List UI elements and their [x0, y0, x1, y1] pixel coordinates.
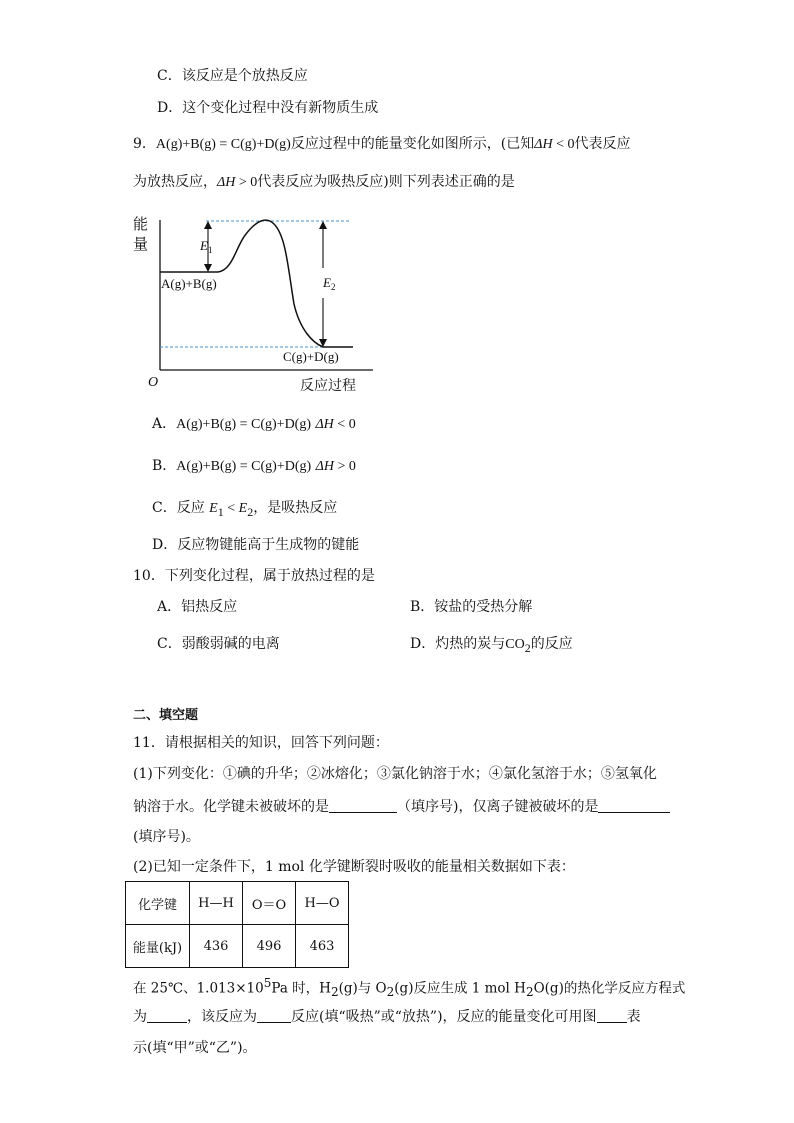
q10-option-a: A．铝热反应	[157, 599, 238, 615]
e1-letter: E	[200, 238, 208, 253]
answer-blank[interactable]	[257, 1008, 291, 1023]
superscript: 5	[263, 976, 272, 990]
option-condition: < 0	[333, 417, 356, 432]
e-symbol: E	[209, 501, 218, 516]
q11-part2-line1: (2)已知一定条件下，1 mol 化学键断裂时吸收的能量相关数据如下表：	[133, 859, 575, 875]
q11-part2-line2	[133, 976, 685, 1000]
bond-energy-table	[125, 881, 349, 968]
stem-text: 代表反应	[574, 136, 631, 152]
option-text: C．反应	[152, 500, 210, 516]
question-text: (g)反应生成 1 mol H	[394, 980, 526, 997]
q11-stem: 11．请根据相关的知识，回答下列问题：	[133, 735, 389, 751]
q11-part1-line2	[133, 798, 670, 816]
products-label: C(g)+D(g)	[283, 349, 339, 364]
answer-blank[interactable]	[147, 1008, 187, 1023]
question-text: 为	[133, 1009, 147, 1025]
q11-part2-line4: 示(填“甲”或“乙”)。	[133, 1040, 257, 1056]
question-text: ，该反应为	[187, 1009, 257, 1025]
q9-option-b	[152, 458, 356, 476]
e1-label	[199, 238, 212, 255]
delta-h: ΔH	[217, 175, 236, 190]
answer-blank[interactable]	[329, 798, 397, 813]
table-cell: 能量(kJ)	[126, 925, 190, 968]
option-letter: A．	[152, 416, 177, 432]
question-text: 表	[626, 1009, 641, 1025]
q10-option-c: C．弱酸弱碱的电离	[157, 636, 280, 652]
q9-stem-line1	[133, 136, 631, 154]
option-letter: B．	[152, 458, 177, 474]
stem-text: 为放热反应，	[133, 174, 217, 190]
question-text: Pa 时，H	[271, 980, 331, 997]
question-text: 钠溶于水。化学键未被破坏的是	[133, 799, 329, 815]
answer-blank[interactable]	[597, 1008, 627, 1023]
option-text: 的反应	[530, 636, 573, 652]
e2-label	[322, 275, 335, 292]
question-text: O(g)的热化学反应方程式	[533, 980, 686, 997]
e-subscript: 2	[247, 504, 254, 519]
e-subscript: 1	[217, 504, 224, 519]
e-symbol: E	[238, 501, 248, 516]
table-header-cell: H—H	[190, 882, 243, 925]
q9-stem-line2	[133, 174, 515, 192]
question-text: （填序号)，仅离子键被破坏的是	[397, 799, 599, 815]
question-text: (g)与 O	[338, 980, 387, 997]
lt-zero: < 0	[552, 137, 575, 152]
reactants-label: A(g)+B(g)	[161, 276, 217, 291]
option-equation: A(g)+B(g) = C(g)+D(g)	[176, 417, 312, 432]
delta-h: ΔH	[534, 137, 553, 152]
option-text: D．灼热的炭与	[410, 636, 506, 652]
origin-label: O	[148, 375, 159, 390]
delta-h: ΔH	[315, 417, 334, 432]
stem-text: 反应过程中的能量变化如图所示，(已知	[290, 136, 535, 152]
q8-option-c: C．该反应是个放热反应	[157, 68, 308, 84]
option-equation: A(g)+B(g) = C(g)+D(g)	[176, 459, 312, 474]
q10-option-d	[410, 636, 573, 655]
table-cell: 496	[243, 925, 296, 968]
e2-letter: E	[323, 275, 331, 290]
q8-option-d: D．这个变化过程中没有新物质生成	[157, 100, 379, 116]
section-heading: 二、填空题	[133, 708, 199, 723]
q9-option-c	[152, 500, 337, 519]
option-text: ，是吸热反应	[253, 500, 338, 516]
y-axis-label: 能	[133, 217, 149, 233]
delta-h: ΔH	[315, 459, 334, 474]
subscript: 2	[525, 985, 534, 1000]
y-axis-label: 量	[133, 237, 149, 253]
table-header-cell: 化学键	[126, 882, 190, 925]
subscript: 2	[330, 985, 339, 1000]
q11-part1-line3: (填序号)。	[133, 829, 200, 845]
lt-sign: <	[223, 501, 239, 516]
gt-zero: > 0	[235, 175, 258, 190]
q9-option-a	[152, 416, 356, 434]
stem-text: 代表反应为吸热反应)则下列表述正确的是	[257, 174, 515, 190]
question-text: 在 25℃、1.013×10	[133, 980, 264, 997]
energy-diagram	[128, 208, 388, 398]
table-header-cell: H—O	[296, 882, 349, 925]
question-number: 9．	[133, 136, 156, 152]
x-axis-label: 反应过程	[300, 379, 356, 394]
e2-sub: 2	[330, 282, 336, 292]
table-row	[126, 925, 349, 968]
table-cell: 463	[296, 925, 349, 968]
table-row	[126, 882, 349, 925]
reaction-equation: A(g)+B(g) = C(g)+D(g)	[155, 137, 291, 152]
q9-option-d: D．反应物键能高于生成物的键能	[152, 537, 360, 553]
option-condition: > 0	[333, 459, 356, 474]
q11-part1-line1: (1)下列变化：①碘的升华；②冰熔化；③氯化钠溶于水；④氯化氢溶于水；⑤氢氧化	[133, 766, 657, 782]
subscript: 2	[386, 985, 395, 1000]
e1-sub: 1	[207, 245, 213, 255]
q10-option-b: B．铵盐的受热分解	[410, 599, 533, 615]
table-cell: 436	[190, 925, 243, 968]
q11-part2-line3	[133, 1008, 641, 1026]
table-header-cell: O＝O	[243, 882, 296, 925]
co2-subscript: 2	[524, 640, 531, 655]
answer-blank[interactable]	[598, 798, 670, 813]
co2-formula: CO	[505, 637, 525, 652]
q10-stem: 10．下列变化过程，属于放热过程的是	[133, 568, 375, 584]
question-text: 反应(填“吸热”或“放热”)，反应的能量变化可用图	[291, 1009, 597, 1025]
